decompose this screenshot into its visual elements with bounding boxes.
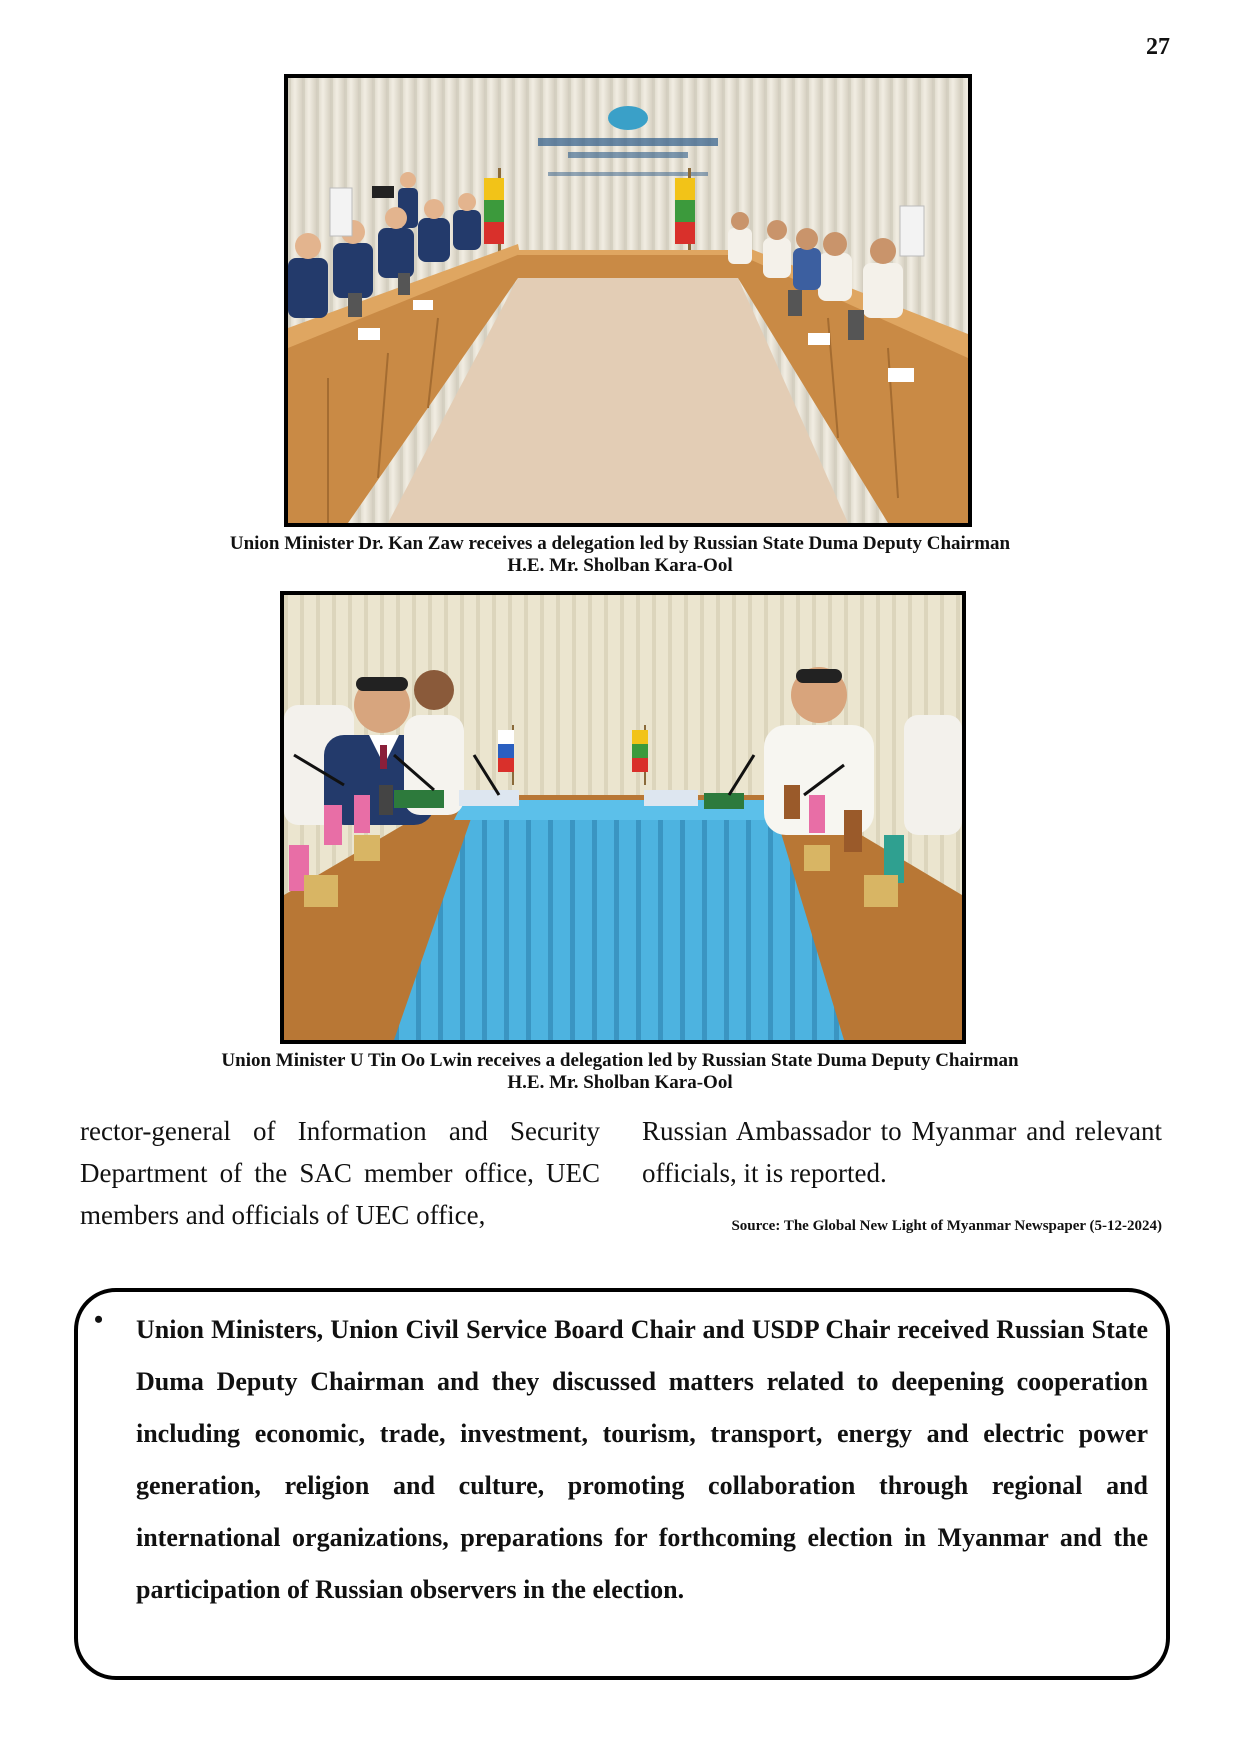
article-source: Source: The Global New Light of Myanmar Newspaper (5-12-2024) xyxy=(731,1218,1162,1234)
meeting-photo-1-image xyxy=(288,78,968,523)
summary-bullet: • xyxy=(94,1305,104,1334)
page-number: 27 xyxy=(1146,34,1170,60)
photo-1-caption xyxy=(150,533,1090,577)
photo-1-caption-line-1: Union Minister Dr. Kan Zaw receives a delegation led by Russian State Duma Deputy Chairman xyxy=(229,533,1011,554)
photo-2-caption xyxy=(150,1050,1090,1094)
meeting-photo-2 xyxy=(280,591,966,1044)
photo-2-caption-line-1: Union Minister U Tin Oo Lwin receives a delegation led by Russian State Duma Deputy Chairman xyxy=(221,1050,1019,1071)
photo-1-caption-line-2: H.E. Mr. Sholban Kara-Ool xyxy=(507,555,733,576)
meeting-photo-1 xyxy=(284,74,972,527)
article-left-column: rector-general of Information and Security Department of the SAC member office, UEC members and officials of UEC office, xyxy=(80,1116,600,1230)
meeting-photo-2-image xyxy=(284,595,962,1040)
summary-text: Union Ministers, Union Civil Service Board Chair and USDP Chair received Russian State Duma Deputy Chairman and they discussed matters related to deepening cooperation including economic, trade, investment, tourism, transport, energy and electric power generation, religion and culture, promoting collaboration through regional and international organizations, preparations for forthcoming election in Myanmar and the participation of Russian observers in the election. xyxy=(136,1315,1148,1604)
article-right-column: Russian Ambassador to Myanmar and relevant officials, it is reported. xyxy=(642,1116,1162,1188)
photo-2-caption-line-2: H.E. Mr. Sholban Kara-Ool xyxy=(507,1072,733,1093)
